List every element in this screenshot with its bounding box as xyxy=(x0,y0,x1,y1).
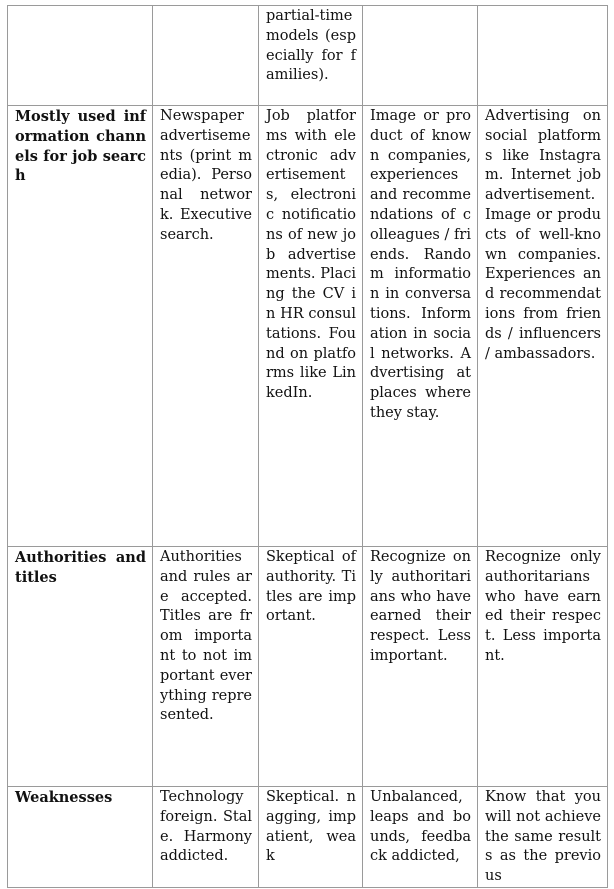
table-cell: Authorities and rules are accepted. Titles are from important to not important everything represented. xyxy=(153,547,259,787)
table-row-weaknesses xyxy=(8,787,608,888)
table-cell: partial-time models (especially for families). xyxy=(259,6,363,106)
table-cell: Newspaper advertisements (print media). Personal network. Executive search. xyxy=(153,106,259,547)
table-cell: Skeptical. nagging, impatient, weak xyxy=(259,787,363,888)
row-label: Authorities and titles xyxy=(8,547,153,787)
table-cell: Unbalanced, leaps and bounds, feedback addicted, xyxy=(363,787,478,888)
table-cell xyxy=(478,6,608,106)
generations-comparison-table xyxy=(7,5,608,888)
table-cell: Advertising on social platforms like Instagram. Internet job advertisement. Image or products of well-known companies. Experiences and recommendations from friends / influencers / ambassadors. xyxy=(478,106,608,547)
table-cell: Technology foreign. Stale. Harmony addicted. xyxy=(153,787,259,888)
table-cell xyxy=(363,6,478,106)
table-cell: Job platforms with electronic advertisements, electronic notifications of new job advertisements. Placing the CV in HR consultations. Found on platforms like LinkedIn. xyxy=(259,106,363,547)
table-cell: Image or product of known companies, experiences and recommendations of colleagues / friends. Random information in conversations. Information in social networks. Advertising at places where they stay. xyxy=(363,106,478,547)
row-label xyxy=(8,6,153,106)
table-cell: Know that you will not achieve the same results as the previous xyxy=(478,787,608,888)
table-row-information-channels xyxy=(8,106,608,547)
table-row-continuation xyxy=(8,6,608,106)
table-row-authorities xyxy=(8,547,608,787)
table-cell xyxy=(153,6,259,106)
table-cell: Recognize only authoritarians who have earned their respect. Less important. xyxy=(478,547,608,787)
row-label: Mostly used information channels for job search xyxy=(8,106,153,547)
table-cell: Recognize only authoritarians who have earned their respect. Less important. xyxy=(363,547,478,787)
table-cell: Skeptical of authority. Titles are important. xyxy=(259,547,363,787)
row-label: Weaknesses xyxy=(8,787,153,888)
